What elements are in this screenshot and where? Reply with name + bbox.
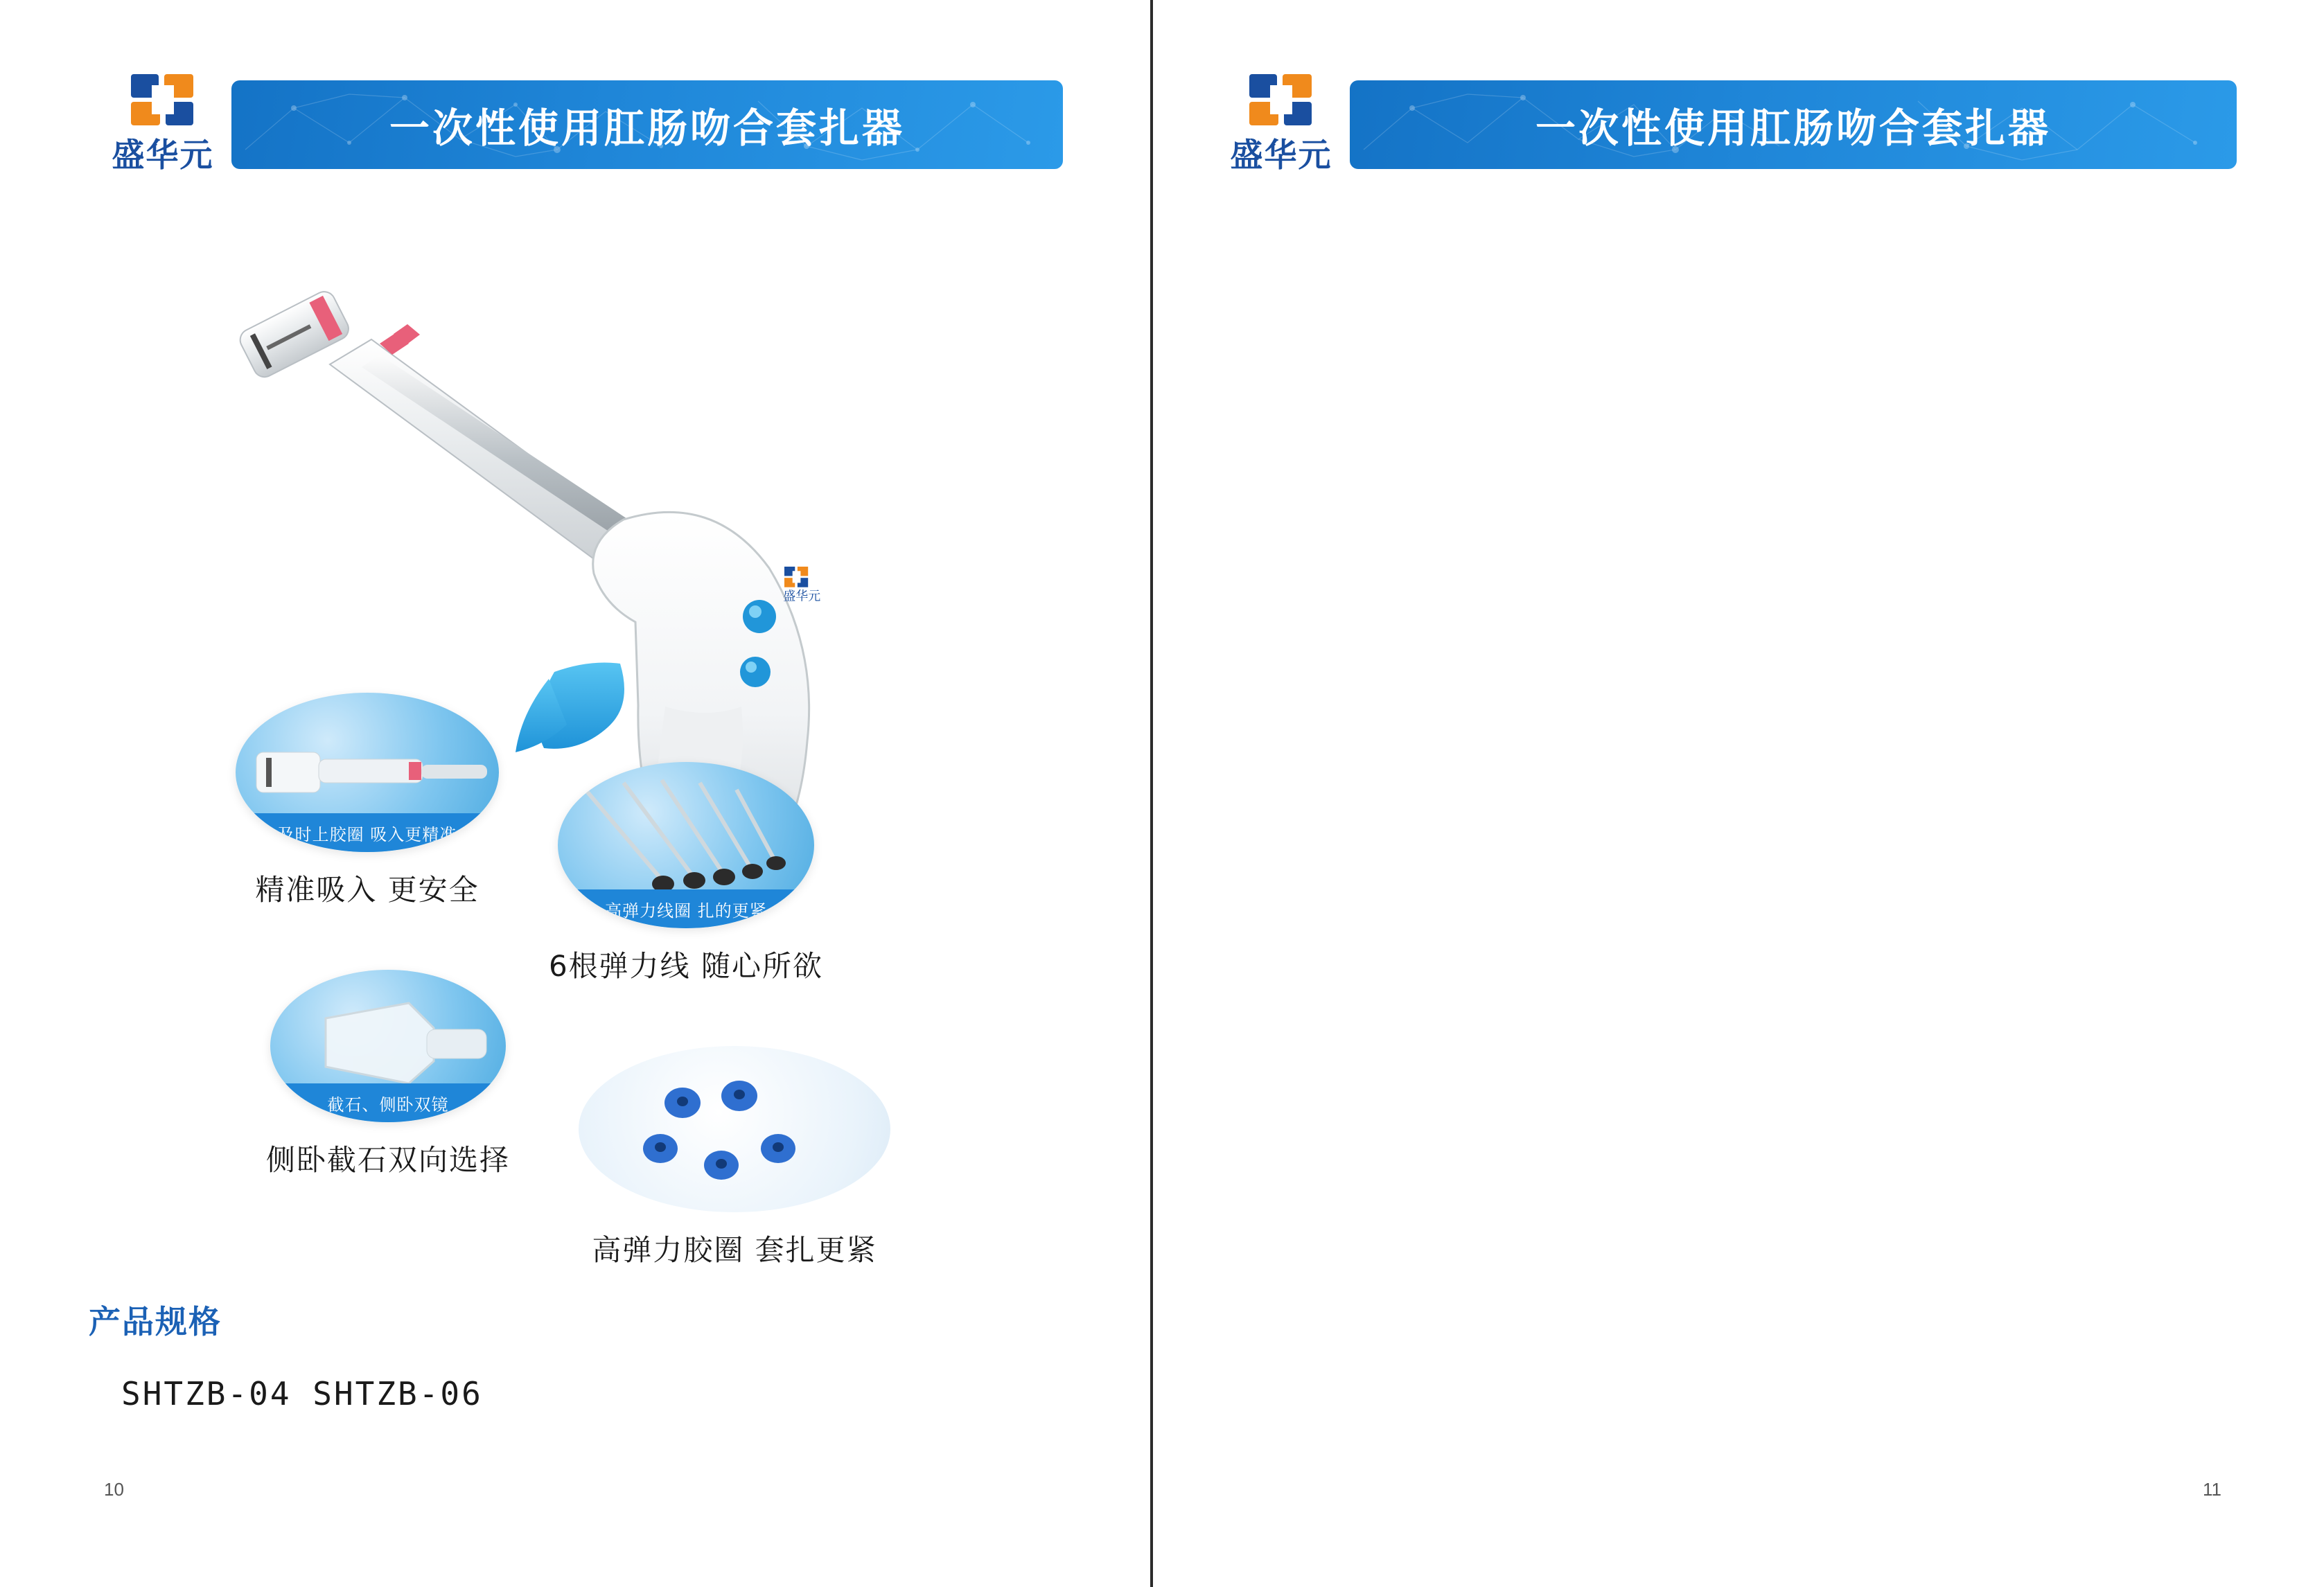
feature-4-label: 高弹力胶圈 套扎更紧 bbox=[592, 1233, 877, 1267]
header-title-band-right bbox=[1350, 80, 2237, 169]
feature-2-label: 6根弹力线 随心所欲 bbox=[548, 949, 824, 983]
header-title-band bbox=[231, 80, 1063, 169]
brand-logo-icon bbox=[131, 74, 195, 125]
feature-1 bbox=[229, 693, 506, 909]
brand-logo-icon bbox=[1249, 74, 1313, 125]
left-page-header bbox=[104, 69, 1063, 180]
right-page-header bbox=[1222, 69, 2237, 180]
feature-2-image bbox=[558, 762, 814, 928]
brand-name: 盛华元 bbox=[112, 136, 214, 175]
feature-3-badge: 截石、侧卧双镜 bbox=[270, 1083, 506, 1122]
feature-1-label: 精准吸入 更安全 bbox=[255, 873, 479, 907]
left-page-number: 10 bbox=[104, 1479, 124, 1500]
right-page-number: 11 bbox=[2203, 1479, 2221, 1500]
feature-1-image bbox=[236, 693, 499, 852]
feature-2 bbox=[547, 762, 825, 985]
spec-heading: 产品规格 bbox=[89, 1303, 222, 1340]
rubber-bands-icon bbox=[579, 1046, 890, 1212]
feature-3-label: 侧卧截石双向选择 bbox=[265, 1143, 510, 1177]
feature-2-badge: 高弹力线圈 扎的更紧 bbox=[558, 889, 814, 928]
page-title-right: 一次性使用肛肠吻合套扎器 bbox=[1535, 105, 2051, 152]
svg-text:盛华元: 盛华元 bbox=[783, 589, 821, 604]
brand-logo-right bbox=[1222, 69, 1340, 180]
left-page bbox=[0, 0, 1150, 1587]
brand-name: 盛华元 bbox=[1230, 136, 1332, 175]
feature-4 bbox=[575, 1046, 894, 1269]
brand-logo bbox=[104, 69, 222, 180]
feature-3 bbox=[249, 970, 527, 1179]
page-title: 一次性使用肛肠吻合套扎器 bbox=[389, 105, 905, 152]
right-page bbox=[1153, 0, 2324, 1587]
feature-3-image bbox=[270, 970, 506, 1122]
feature-1-badge: 及时上胶圈 吸入更精准 bbox=[236, 813, 499, 852]
feature-4-image bbox=[579, 1046, 890, 1212]
spec-value: SHTZB-04 SHTZB-06 bbox=[121, 1375, 483, 1412]
